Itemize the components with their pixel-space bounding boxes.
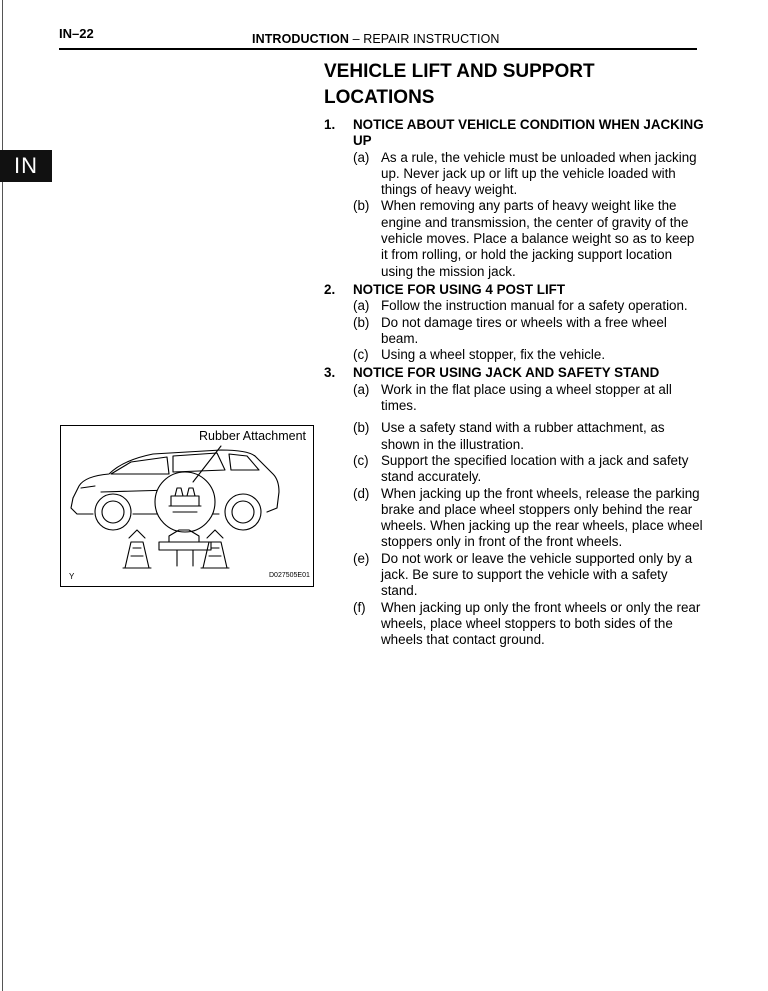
item-text: Do not damage tires or wheels with a free wheel beam.	[381, 314, 667, 346]
item-text: When jacking up only the front wheels or only the rear wheels, place wheel stoppers to both sides of the wheels that contact ground.	[381, 599, 701, 648]
item-label: (b)	[353, 314, 370, 330]
list-item	[324, 298, 704, 314]
list-item	[324, 551, 704, 600]
section-heading-text: NOTICE FOR USING JACK AND SAFETY STAND	[353, 365, 660, 381]
item-label: (a)	[353, 298, 370, 314]
section-number: 2.	[324, 281, 336, 297]
instructions	[324, 115, 704, 649]
list-item	[324, 198, 704, 279]
item-text: As a rule, the vehicle must be unloaded when jacking up. Never jack up or lift up the vehicle loaded with things of heavy weight.	[381, 149, 697, 198]
list-item	[324, 347, 704, 363]
figure-code: D027505E01	[269, 572, 310, 579]
item-text: When removing any parts of heavy weight like the engine and transmission, the center of gravity of the vehicle moves. Place a balance weight so as to keep it from rolling, or hold the jacking support location using the mission jack.	[381, 198, 695, 279]
section-heading-text: NOTICE ABOUT VEHICLE CONDITION WHEN JACKING UP	[353, 117, 704, 149]
vehicle-support-illustration	[60, 425, 314, 587]
section-heading-text: NOTICE FOR USING 4 POST LIFT	[353, 281, 566, 297]
header-section-bold: INTRODUCTION	[252, 32, 350, 46]
item-label: (c)	[353, 452, 369, 468]
list-item	[324, 486, 704, 551]
figure-callout: Rubber Attachment	[199, 429, 307, 443]
side-tab: IN	[0, 150, 52, 182]
item-label: (a)	[353, 149, 370, 165]
header-section-rest: REPAIR INSTRUCTION	[363, 32, 500, 46]
item-text: Follow the instruction manual for a safety operation.	[381, 298, 688, 314]
item-label: (c)	[353, 347, 369, 363]
item-label: (a)	[353, 381, 370, 397]
list-item	[324, 382, 704, 415]
page-title: VEHICLE LIFT AND SUPPORT LOCATIONS	[324, 61, 595, 108]
figure-corner-mark: Y	[69, 572, 75, 581]
item-text: Using a wheel stopper, fix the vehicle.	[381, 347, 606, 363]
item-label: (b)	[353, 198, 370, 214]
item-text: Support the specified location with a jack and safety stand accurately.	[381, 452, 689, 485]
page-edge-line	[2, 0, 3, 991]
item-text: Use a safety stand with a rubber attachment, as shown in the illustration.	[381, 420, 665, 452]
item-label: (e)	[353, 550, 370, 566]
list-item	[324, 150, 704, 199]
item-label: (d)	[353, 485, 370, 501]
header-separator: –	[349, 32, 364, 46]
item-text: Work in the flat place using a wheel stopper at all times.	[381, 381, 672, 414]
section-heading-1	[324, 117, 704, 150]
item-text: Do not work or leave the vehicle supported only by a jack. Be sure to support the vehicle with a safety stand.	[381, 550, 693, 599]
section-heading-3	[324, 365, 704, 381]
item-label: (b)	[353, 420, 370, 436]
car-on-stands-drawing	[61, 426, 315, 588]
list-item	[324, 453, 704, 486]
list-item	[324, 600, 704, 649]
item-label: (f)	[353, 599, 366, 615]
list-item	[324, 315, 704, 348]
item-text: When jacking up the front wheels, release the parking brake and place wheel stoppers only behind the rear wheels. When jacking up the rear wheels, place wheel stoppers only in front of the front wheels.	[381, 485, 703, 550]
section-number: 3.	[324, 365, 336, 381]
running-header	[252, 32, 500, 46]
section-number: 1.	[324, 117, 336, 132]
header-rule	[59, 48, 697, 50]
section-heading-2	[324, 282, 704, 298]
list-item	[324, 420, 704, 453]
page-number: IN–22	[59, 26, 94, 41]
